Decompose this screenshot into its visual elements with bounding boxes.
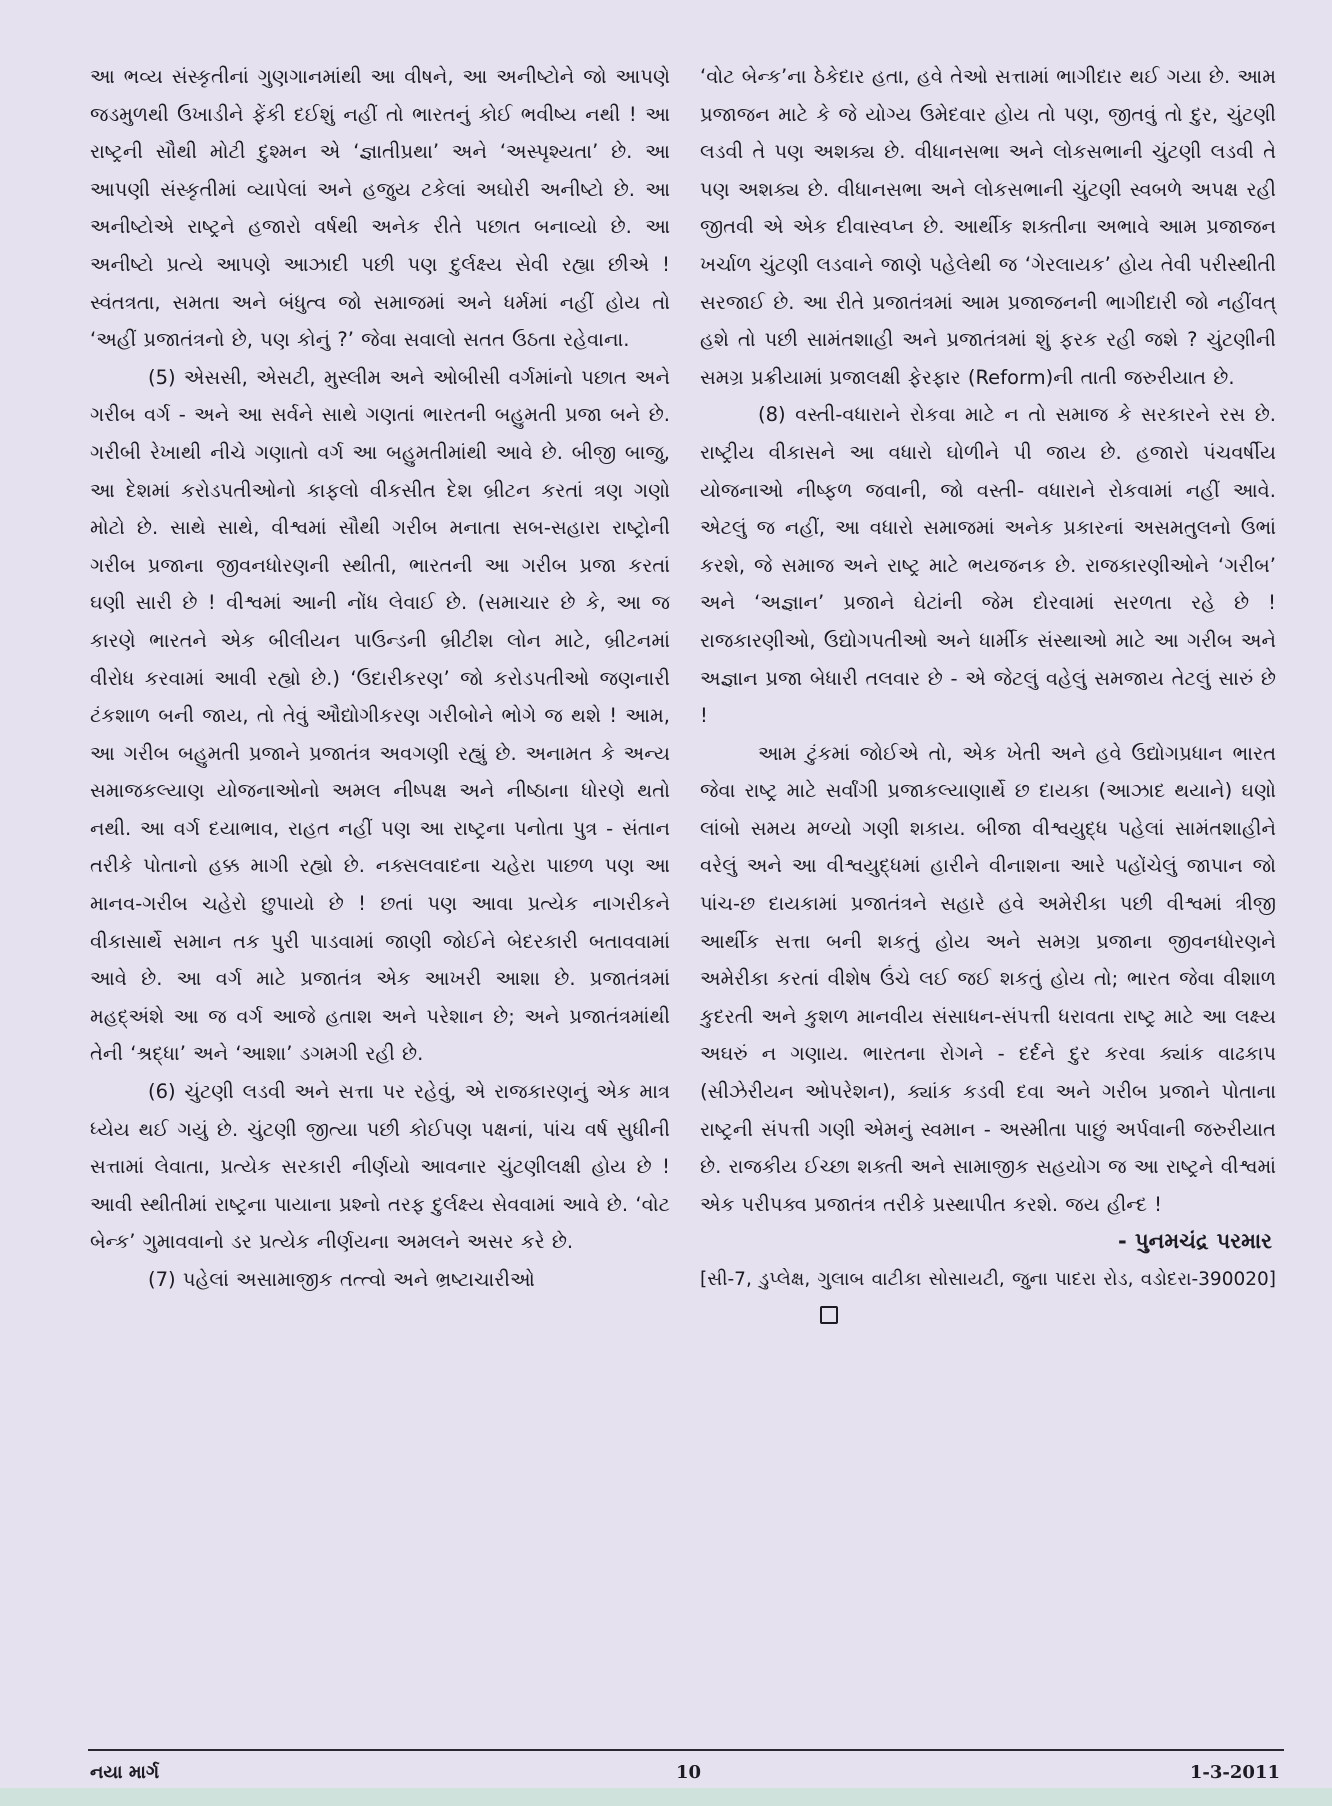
author-signature: - પુનમચંદ્ર પરમાર <box>1118 1229 1272 1254</box>
page-number: 10 <box>676 1762 702 1783</box>
issue-date: 1-3-2011 <box>1189 1762 1280 1783</box>
left-column <box>90 58 670 1299</box>
paragraph: (7) પહેલાં અસામાજીક તત્ત્વો અને ભ્રષ્ટાચારીઓ <box>148 1268 535 1291</box>
page-edge <box>0 1788 1332 1806</box>
footer-divider <box>88 1749 1284 1751</box>
address-text: [સી-7, ડુપ્લેક્ષ, ગુલાબ વાટીકા સોસાયટી, જુના પાદરા રોડ, વડોદરા-390020] <box>700 1269 1276 1290</box>
paragraph: (8) વસ્તી-વધારાને રોકવા માટે ન તો સમાજ કે સરકારને રસ છે. રાષ્ટ્રીય વીકાસને આ વધારો ઘોળીને પી જાય છે. હજારો પંચવર્ષીય યોજનાઓ નીષ્ફળ જવાની, જો વસ્તી- વધારાને રોકવામાં નહીં આવે. એટલું જ નહીં, આ વધારો સમાજમાં અનેક પ્રકારનાં અસમતુલનો ઉભાં કરશે, જે સમાજ અને રાષ્ટ્ર માટે ભયજનક છે. રાજકારણીઓને ‘ગરીબ’ અને ‘અજ્ઞાન’ પ્રજાને ઘેટાંની જેમ દોરવામાં સરળતા રહે છે ! રાજકારણીઓ, ઉદ્યોગપતીઓ અને ધાર્મીક સંસ્થાઓ માટે આ ગરીબ અને અજ્ઞાન પ્રજા બેધારી તલવાર છે - એ જેટલું વહેલું સમજાય તેટલું સારું છે ! <box>700 403 1276 728</box>
paragraph: (6) ચુંટણી લડવી અને સત્તા પર રહેવું, એ રાજકારણનું એક માત્ર ધ્યેય થઈ ગયું છે. ચુંટણી જીત્યા પછી કોઈપણ પક્ષનાં, પાંચ વર્ષ સુધીની સત્તામાં લેવાતા, પ્રત્યેક સરકારી નીર્ણયો આવનાર ચુંટણીલક્ષી હોય છે ! આવી સ્થીતીમાં રાષ્ટ્રના પાયાના પ્રશ્નો તરફ દુર્લક્ષ્ય સેવવામાં આવે છે. ‘વોટ બેન્ક’ ગુમાવવાનો ડર પ્રત્યેક નીર્ણયના અમલને અસર કરે છે. <box>90 1080 670 1254</box>
paragraph: આમ ટુંકમાં જોઈએ તો, એક ખેતી અને હવે ઉદ્યોગપ્રધાન ભારત જેવા રાષ્ટ્ર માટે સર્વાંગી પ્રજાકલ્યાણાર્થે છ દાયકા (આઝાદ થયાને) ઘણો લાંબો સમય મળ્યો ગણી શકાય. બીજા વીશ્વયુદ્ધ પહેલાં સામંતશાહીને વરેલું અને આ વીશ્વયુદ્ધમાં હારીને વીનાશના આરે પહોંચેલું જાપાન જો પાંચ-છ દાયકામાં પ્રજાતંત્રને સહારે હવે અમેરીકા પછી વીશ્વમાં ત્રીજી આર્થીક સત્તા બની શકતું હોય અને સમગ્ર પ્રજાના જીવનધોરણને અમેરીકા કરતાં વીશેષ ઉંચે લઈ જઈ શકતું હોય તો; ભારત જેવા વીશાળ કુદરતી અને કુશળ માનવીય સંસાધન-સંપત્તી ધરાવતા રાષ્ટ્ર માટે આ લક્ષ્ય અઘરું ન ગણાય. ભારતના રોગને - દર્દને દુર કરવા ક્યાંક વાઢકાપ (સીઝેરીયન ઓપરેશન), ક્યાંક કડવી દવા અને ગરીબ પ્રજાને પોતાના રાષ્ટ્રની સંપત્તી ગણી એમનું સ્વમાન - અસ્મીતા પાછું અર્પવાની જરુરીયાત છે. રાજકીય ઈચ્છા શક્તી અને સામાજીક સહયોગ જ આ રાષ્ટ્રને વીશ્વમાં એક પરીપક્વ પ્રજાતંત્ર તરીકે પ્રસ્થાપીત કરશે. જય હીન્દ ! <box>700 741 1276 1216</box>
author-address <box>700 1261 1276 1336</box>
paragraph: ‘વોટ બેન્ક’ના ઠેકેદાર હતા, હવે તેઓ સત્તામાં ભાગીદાર થઈ ગયા છે. આમ પ્રજાજન માટે કે જે યોગ્ય ઉમેદવાર હોય તો પણ, જીતવું તો દુર, ચુંટણી લડવી તે પણ અશક્ય છે. વીધાનસભા અને લોકસભાની ચુંટણી લડવી તે પણ અશક્ય છે. વીધાનસભા અને લોકસભાની ચુંટણી સ્વબળે અપક્ષ રહી જીતવી એ એક દીવાસ્વપ્ન છે. આર્થીક શક્તીના અભાવે આમ પ્રજાજન ખર્ચાળ ચુંટણી લડવાને જાણે પહેલેથી જ ‘ગેરલાયક’ હોય તેવી પરીસ્થીતી સરજાઈ છે. આ રીતે પ્રજાતંત્રમાં આમ પ્રજાજનની ભાગીદારી જો નહીંવત્ હશે તો પછી સામંતશાહી અને પ્રજાતંત્રમાં શું ફરક રહી જશે ? ચુંટણીની સમગ્ર પ્રક્રીયામાં પ્રજાલક્ષી ફેરફાર (Reform)ની તાતી જરુરીયાત છે. <box>700 65 1276 389</box>
paragraph: (5) એસસી, એસટી, મુસ્લીમ અને ઓબીસી વર્ગમાંનો પછાત અને ગરીબ વર્ગ - અને આ સર્વને સાથે ગણતાં ભારતની બહુમતી પ્રજા બને છે. ગરીબી રેખાથી નીચે ગણાતો વર્ગ આ બહુમતીમાંથી આવે છે. બીજી બાજુ, આ દેશમાં કરોડપતીઓનો કાફલો વીકસીત દેશ બ્રીટન કરતાં ત્રણ ગણો મોટો છે. સાથે સાથે, વીશ્વમાં સૌથી ગરીબ મનાતા સબ-સહારા રાષ્ટ્રોની ગરીબ પ્રજાના જીવનધોરણની સ્થીતી, ભારતની આ ગરીબ પ્રજા કરતાં ઘણી સારી છે ! વીશ્વમાં આની નોંધ લેવાઈ છે. (સમાચાર છે કે, આ જ કારણે ભારતને એક બીલીયન પાઉન્ડની બ્રીટીશ લોન માટે, બ્રીટનમાં વીરોધ કરવામાં આવી રહ્યો છે.) ‘ઉદારીકરણ’ જો કરોડપતીઓ જણનારી ટંકશાળ બની જાય, તો તેવું ઔદ્યોગીકરણ ગરીબોને ભોગે જ થશે ! આમ, આ ગરીબ બહુમતી પ્રજાને પ્રજાતંત્ર અવગણી રહ્યું છે. અનામત કે અન્ય સમાજકલ્યાણ યોજનાઓનો અમલ નીષ્પક્ષ અને નીષ્ઠાના ધોરણે થતો નથી. આ વર્ગ દયાભાવ, રાહત નહીં પણ આ રાષ્ટ્રના પનોતા પુત્ર - સંતાન તરીકે પોતાનો હક્ક માગી રહ્યો છે. નક્સલવાદના ચહેરા પાછળ પણ આ માનવ-ગરીબ ચહેરો છુપાયો છે ! છતાં પણ આવા પ્રત્યેક નાગરીકને વીકાસાર્થે સમાન તક પુરી પાડવામાં જાણી જોઈને બેદરકારી બતાવવામાં આવે છે. આ વર્ગ માટે પ્રજાતંત્ર એક આખરી આશા છે. પ્રજાતંત્રમાં મહદ્અંશે આ જ વર્ગ આજે હતાશ અને પરેશાન છે; અને પ્રજાતંત્રમાંથી તેની ‘શ્રદ્ધા’ અને ‘આશા’ ડગમગી રહી છે. <box>90 365 670 1066</box>
paragraph: આ ભવ્ય સંસ્કૃતીનાં ગુણગાનમાંથી આ વીષને, આ અનીષ્ટોને જો આપણે જડમુળથી ઉખાડીને ફેંકી દઈશું નહીં તો ભારતનું કોઈ ભવીષ્ય નથી ! આ રાષ્ટ્રની સૌથી મોટી દુશ્મન એ ‘જ્ઞાતીપ્રથા’ અને ‘અસ્પૃશ્યતા’ છે. આ આપણી સંસ્કૃતીમાં વ્યાપેલાં અને હજુય ટકેલાં અઘોરી અનીષ્ટો છે. આ અનીષ્ટોએ રાષ્ટ્રને હજારો વર્ષથી અનેક રીતે પછાત બનાવ્યો છે. આ અનીષ્ટો પ્રત્યે આપણે આઝાદી પછી પણ દુર્લક્ષ્ય સેવી રહ્યા છીએ ! સ્વંતત્રતા, સમતા અને બંધુત્વ જો સમાજમાં અને ધર્મમાં નહીં હોય તો ‘અહીં પ્રજાતંત્રનો છે, પણ કોનું ?’ જેવા સવાલો સતત ઉઠતા રહેવાના. <box>90 65 670 352</box>
end-mark-icon <box>820 1306 838 1324</box>
right-column <box>700 58 1276 1336</box>
publication-name: નયા માર્ગ <box>90 1762 160 1783</box>
